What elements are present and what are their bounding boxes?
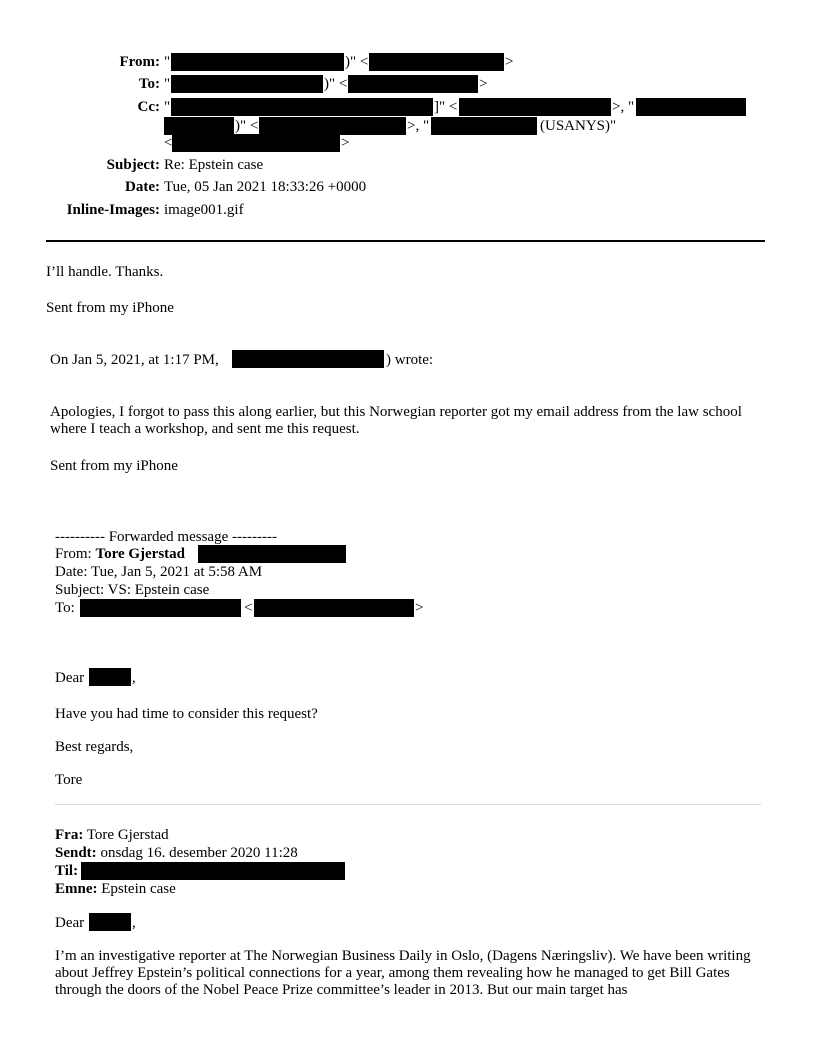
forwarded-question: Have you had time to consider this request? (55, 706, 318, 722)
redaction-block (431, 117, 537, 135)
forwarded-regards: Best regards, (55, 739, 134, 755)
cc-mid2: >, " (612, 99, 635, 115)
forwarded-from-label: From: (55, 546, 92, 562)
redaction-block (172, 134, 340, 152)
forwarded-banner: ---------- Forwarded message --------- (55, 529, 277, 545)
reply-body: I’ll handle. Thanks. (46, 264, 164, 280)
redaction-block (89, 668, 131, 686)
redaction-block (171, 98, 433, 116)
forwarded-subject: Subject: VS: Epstein case (55, 582, 210, 598)
forwarded-greeting: Dear (55, 670, 85, 686)
original-fra-label: Fra: (55, 827, 84, 843)
redaction-block (89, 913, 131, 931)
from-label: From: (119, 54, 160, 70)
inline-images-label: Inline-Images: (66, 202, 160, 218)
cc-line2-close: )" < (235, 118, 259, 134)
forwarded-greeting-comma: , (132, 670, 136, 686)
redaction-block (254, 599, 414, 617)
original-fra-line (55, 827, 169, 844)
original-body: I’m an investigative reporter at The Norwegian Business Daily in Oslo, (Dagens Næringsliv). We have been writing about Jeffrey Epstein’s political connections for a year, among them revealing how he managed to get Bill Gates through the doors of the Nobel Peace Prize committee’s leader in 2013. But our main target has (55, 948, 751, 998)
redaction-block (636, 98, 746, 116)
original-emne-line (55, 881, 176, 898)
to-close: )" < (324, 76, 348, 92)
quoted-intro-prefix: On Jan 5, 2021, at 1:17 PM, (50, 352, 219, 368)
original-fra-value: Tore Gjerstad (86, 827, 169, 843)
from-open-quote: " (164, 54, 171, 70)
from-close: )" < (345, 54, 369, 70)
reply-signature: Sent from my iPhone (46, 300, 174, 316)
original-emne-value: Epstein case (101, 881, 176, 897)
original-sendt-value: onsdag 16. desember 2020 11:28 (100, 845, 298, 861)
subject-label: Subject: (106, 157, 160, 173)
cc-line2-tail: (USANYS)" (540, 118, 617, 134)
redaction-block (459, 98, 611, 116)
header-divider (46, 240, 765, 242)
message-divider (55, 804, 761, 805)
quoted-body: Apologies, I forgot to pass this along earlier, but this Norwegian reporter got my email address from the law school where I teach a workshop, and sent me this request. (50, 404, 742, 437)
redaction-block (348, 75, 478, 93)
original-emne-label: Emne: (55, 881, 98, 897)
to-open-quote: " (164, 76, 171, 92)
subject-value: Re: Epstein case (164, 157, 264, 173)
cc-label: Cc: (137, 99, 160, 115)
forwarded-to-end: > (415, 600, 424, 616)
forwarded-sender: Tore (55, 772, 83, 788)
forwarded-from-line (55, 546, 185, 563)
quoted-signature: Sent from my iPhone (50, 458, 178, 474)
cc-line3-end: > (341, 135, 350, 151)
redaction-block (171, 75, 323, 93)
forwarded-to-label: To: (55, 600, 75, 616)
redaction-block (369, 53, 504, 71)
original-sendt-line (55, 845, 298, 862)
redaction-block (198, 545, 346, 563)
cc-mid1: ]" < (434, 99, 458, 115)
date-label: Date: (125, 179, 160, 195)
to-end: > (479, 76, 488, 92)
original-til-label: Til: (55, 863, 79, 879)
from-end: > (505, 54, 514, 70)
original-greeting-comma: , (132, 915, 136, 931)
quoted-intro-suffix: ) wrote: (386, 352, 434, 368)
forwarded-from-name: Tore Gjerstad (95, 546, 186, 562)
redaction-block (81, 862, 345, 880)
inline-images-value: image001.gif (164, 202, 244, 218)
date-value: Tue, 05 Jan 2021 18:33:26 +0000 (164, 179, 367, 195)
original-sendt-label: Sendt: (55, 845, 97, 861)
to-label: To: (138, 76, 160, 92)
redaction-block (171, 53, 344, 71)
cc-open-quote: " (164, 99, 171, 115)
original-greeting: Dear (55, 915, 85, 931)
cc-line3-open: < (164, 135, 173, 151)
redaction-block (164, 117, 234, 135)
redaction-block (259, 117, 406, 135)
redaction-block (232, 350, 384, 368)
forwarded-date: Date: Tue, Jan 5, 2021 at 5:58 AM (55, 564, 263, 580)
forwarded-to-mid: < (244, 600, 253, 616)
cc-line2-mid: >, " (407, 118, 430, 134)
redaction-block (80, 599, 241, 617)
